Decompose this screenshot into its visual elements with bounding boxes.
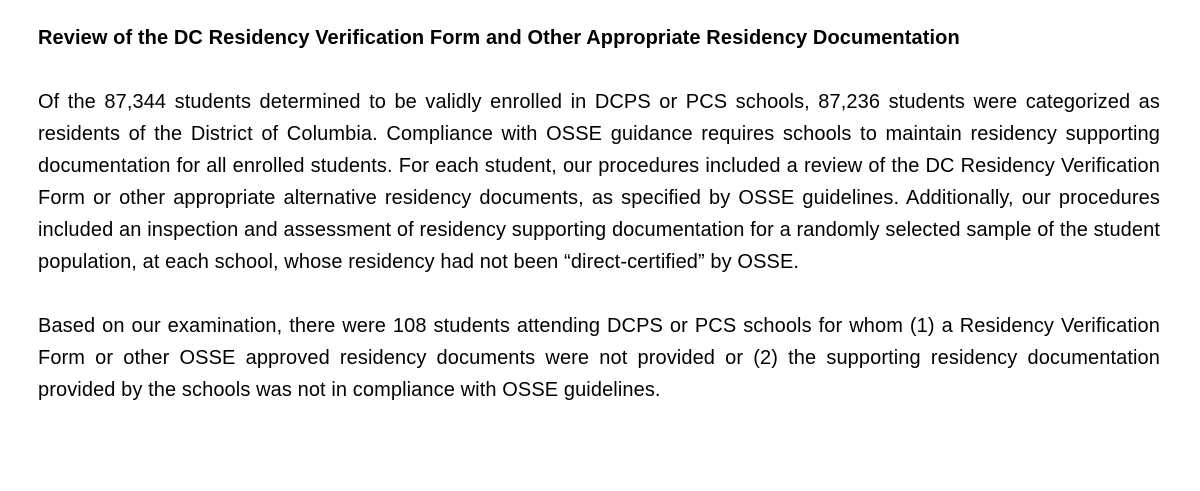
paragraph-residency-review: Of the 87,344 students determined to be validly enrolled in DCPS or PCS schools, 87,236 students were categorized as residents of the District of Columbia. Compliance with OSSE guidance requires schools to maintain residency supporting documentation for all enrolled students. For each student, our procedures included a review of the DC Residency Verification Form or other appropriate alternative residency documents, as specified by OSSE guidelines. Additionally, our procedures included an inspection and assessment of residency supporting documentation for a randomly selected sample of the student population, at each school, whose residency had not been “direct-certified” by OSSE. bbox=[38, 91, 1160, 273]
section-heading: Review of the DC Residency Verification Form and Other Appropriate Residency Documentation bbox=[38, 27, 960, 49]
paragraph-examination-findings: Based on our examination, there were 108 students attending DCPS or PCS schools for whom (1) a Residency Verification Form or other OSSE approved residency documents were not provided or (2) the supporting residency documentation provided by the schools was not in compliance with OSSE guidelines. bbox=[38, 315, 1160, 401]
